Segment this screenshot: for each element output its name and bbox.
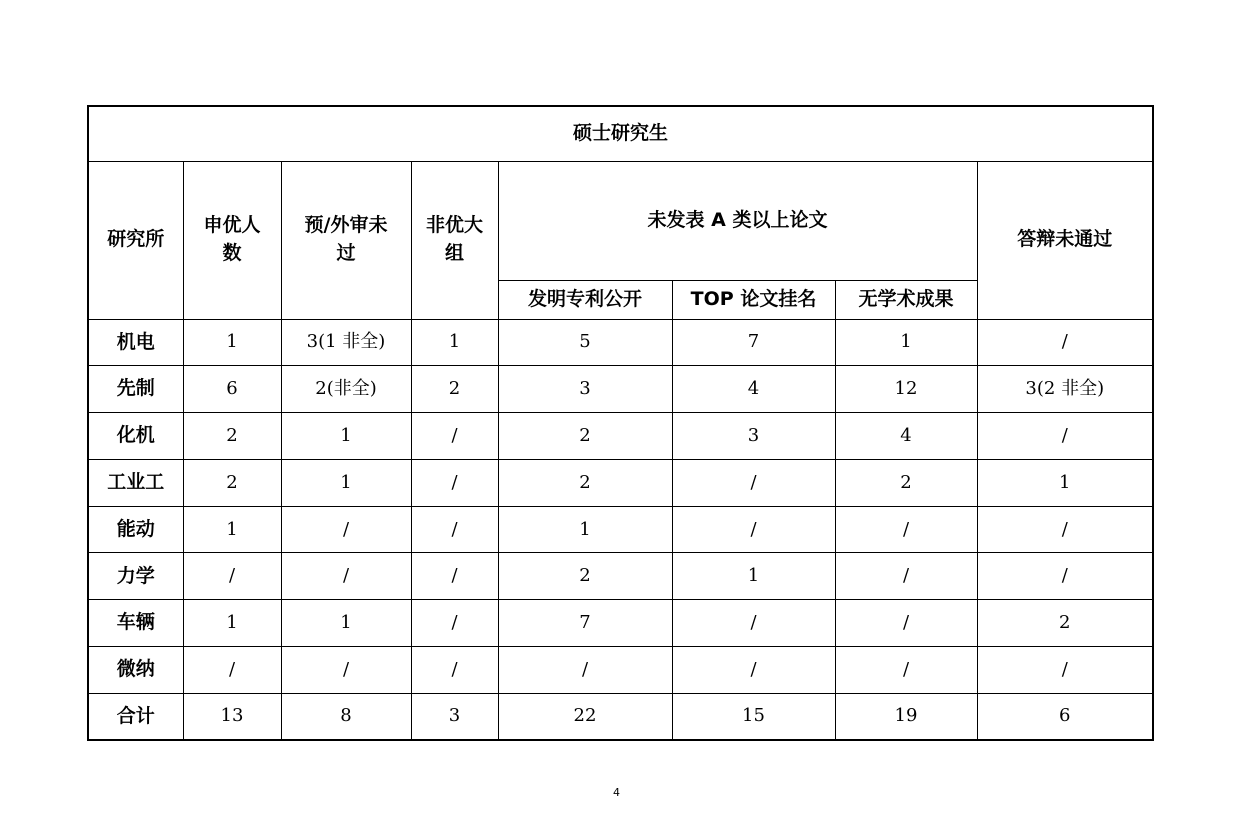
table-cell: 1 xyxy=(281,413,411,460)
table-cell: 2(非全) xyxy=(281,366,411,413)
header-applicants-text: 申优人数 xyxy=(203,214,261,264)
table-cell: 2 xyxy=(183,459,281,506)
table-cell: / xyxy=(411,600,498,647)
table-row xyxy=(88,693,1153,740)
row-label: 工业工 xyxy=(88,459,183,506)
table-cell: 1 xyxy=(281,459,411,506)
table-cell: 3 xyxy=(411,693,498,740)
table-cell: 3(2 非全) xyxy=(977,366,1153,413)
table-cell: 22 xyxy=(498,693,672,740)
table-cell: 1 xyxy=(977,459,1153,506)
table-cell: / xyxy=(183,553,281,600)
table-cell: / xyxy=(977,647,1153,694)
table-cell: 2 xyxy=(835,459,977,506)
table-cell: 2 xyxy=(498,413,672,460)
table-cell: 4 xyxy=(672,366,835,413)
table-cell: 4 xyxy=(835,413,977,460)
table-cell: / xyxy=(281,506,411,553)
table-cell: 19 xyxy=(835,693,977,740)
header-not-in-group-text: 非优大组 xyxy=(425,214,483,264)
table-cell: / xyxy=(672,506,835,553)
table-cell: / xyxy=(835,506,977,553)
header-not-in-group xyxy=(411,161,498,319)
table-cell: / xyxy=(411,553,498,600)
table-cell: / xyxy=(835,600,977,647)
table-cell: 6 xyxy=(977,693,1153,740)
table-cell: / xyxy=(281,553,411,600)
header-no-academic: 无学术成果 xyxy=(835,280,977,319)
table-body xyxy=(88,319,1153,740)
table-cell: 2 xyxy=(498,459,672,506)
masters-table xyxy=(87,105,1154,741)
header-applicants xyxy=(183,161,281,319)
table-cell: 7 xyxy=(672,319,835,366)
table-cell: 3 xyxy=(672,413,835,460)
table-row xyxy=(88,647,1153,694)
table-cell: 5 xyxy=(498,319,672,366)
table-cell: 1 xyxy=(498,506,672,553)
table-cell: / xyxy=(183,647,281,694)
table-cell: 13 xyxy=(183,693,281,740)
table-row xyxy=(88,506,1153,553)
header-top-paper: TOP 论文挂名 xyxy=(672,280,835,319)
table-cell: / xyxy=(835,553,977,600)
table-cell: 1 xyxy=(183,319,281,366)
table-cell: 2 xyxy=(183,413,281,460)
row-label: 能动 xyxy=(88,506,183,553)
page-number: 4 xyxy=(613,786,620,799)
table-row xyxy=(88,366,1153,413)
table-cell: / xyxy=(411,459,498,506)
table-cell: / xyxy=(411,506,498,553)
table-cell: 7 xyxy=(498,600,672,647)
table-cell: 1 xyxy=(183,600,281,647)
row-label: 化机 xyxy=(88,413,183,460)
header-pre-review-fail-text: 预/外审未过 xyxy=(304,214,388,264)
row-label: 微纳 xyxy=(88,647,183,694)
table-cell: 1 xyxy=(411,319,498,366)
table-row xyxy=(88,319,1153,366)
table-cell: 2 xyxy=(411,366,498,413)
table-row xyxy=(88,553,1153,600)
row-label: 先制 xyxy=(88,366,183,413)
table-cell: 8 xyxy=(281,693,411,740)
table-cell: 1 xyxy=(672,553,835,600)
header-institute: 研究所 xyxy=(88,161,183,319)
table-row xyxy=(88,413,1153,460)
table-cell: 3(1 非全) xyxy=(281,319,411,366)
header-no-a-paper: 未发表 A 类以上论文 xyxy=(498,161,977,280)
header-defense-fail: 答辩未通过 xyxy=(977,161,1153,319)
table-cell: / xyxy=(977,553,1153,600)
table-cell: 1 xyxy=(835,319,977,366)
table-row xyxy=(88,459,1153,506)
table-cell: / xyxy=(411,413,498,460)
table-cell: / xyxy=(977,506,1153,553)
table-cell: / xyxy=(977,319,1153,366)
table-cell: 1 xyxy=(281,600,411,647)
row-label: 车辆 xyxy=(88,600,183,647)
table-cell: 2 xyxy=(977,600,1153,647)
table-cell: / xyxy=(672,459,835,506)
table-cell: / xyxy=(281,647,411,694)
table-row xyxy=(88,600,1153,647)
table-cell: / xyxy=(411,647,498,694)
table-cell: 3 xyxy=(498,366,672,413)
table-cell: 2 xyxy=(498,553,672,600)
table-title: 硕士研究生 xyxy=(88,106,1153,161)
row-label: 机电 xyxy=(88,319,183,366)
table-cell: / xyxy=(498,647,672,694)
table-cell: / xyxy=(977,413,1153,460)
table-cell: / xyxy=(672,647,835,694)
table-cell: 1 xyxy=(183,506,281,553)
header-patent: 发明专利公开 xyxy=(498,280,672,319)
row-label: 合计 xyxy=(88,693,183,740)
header-pre-review-fail xyxy=(281,161,411,319)
table-cell: 15 xyxy=(672,693,835,740)
table-cell: 12 xyxy=(835,366,977,413)
table-cell: / xyxy=(835,647,977,694)
table-cell: 6 xyxy=(183,366,281,413)
row-label: 力学 xyxy=(88,553,183,600)
table-cell: / xyxy=(672,600,835,647)
